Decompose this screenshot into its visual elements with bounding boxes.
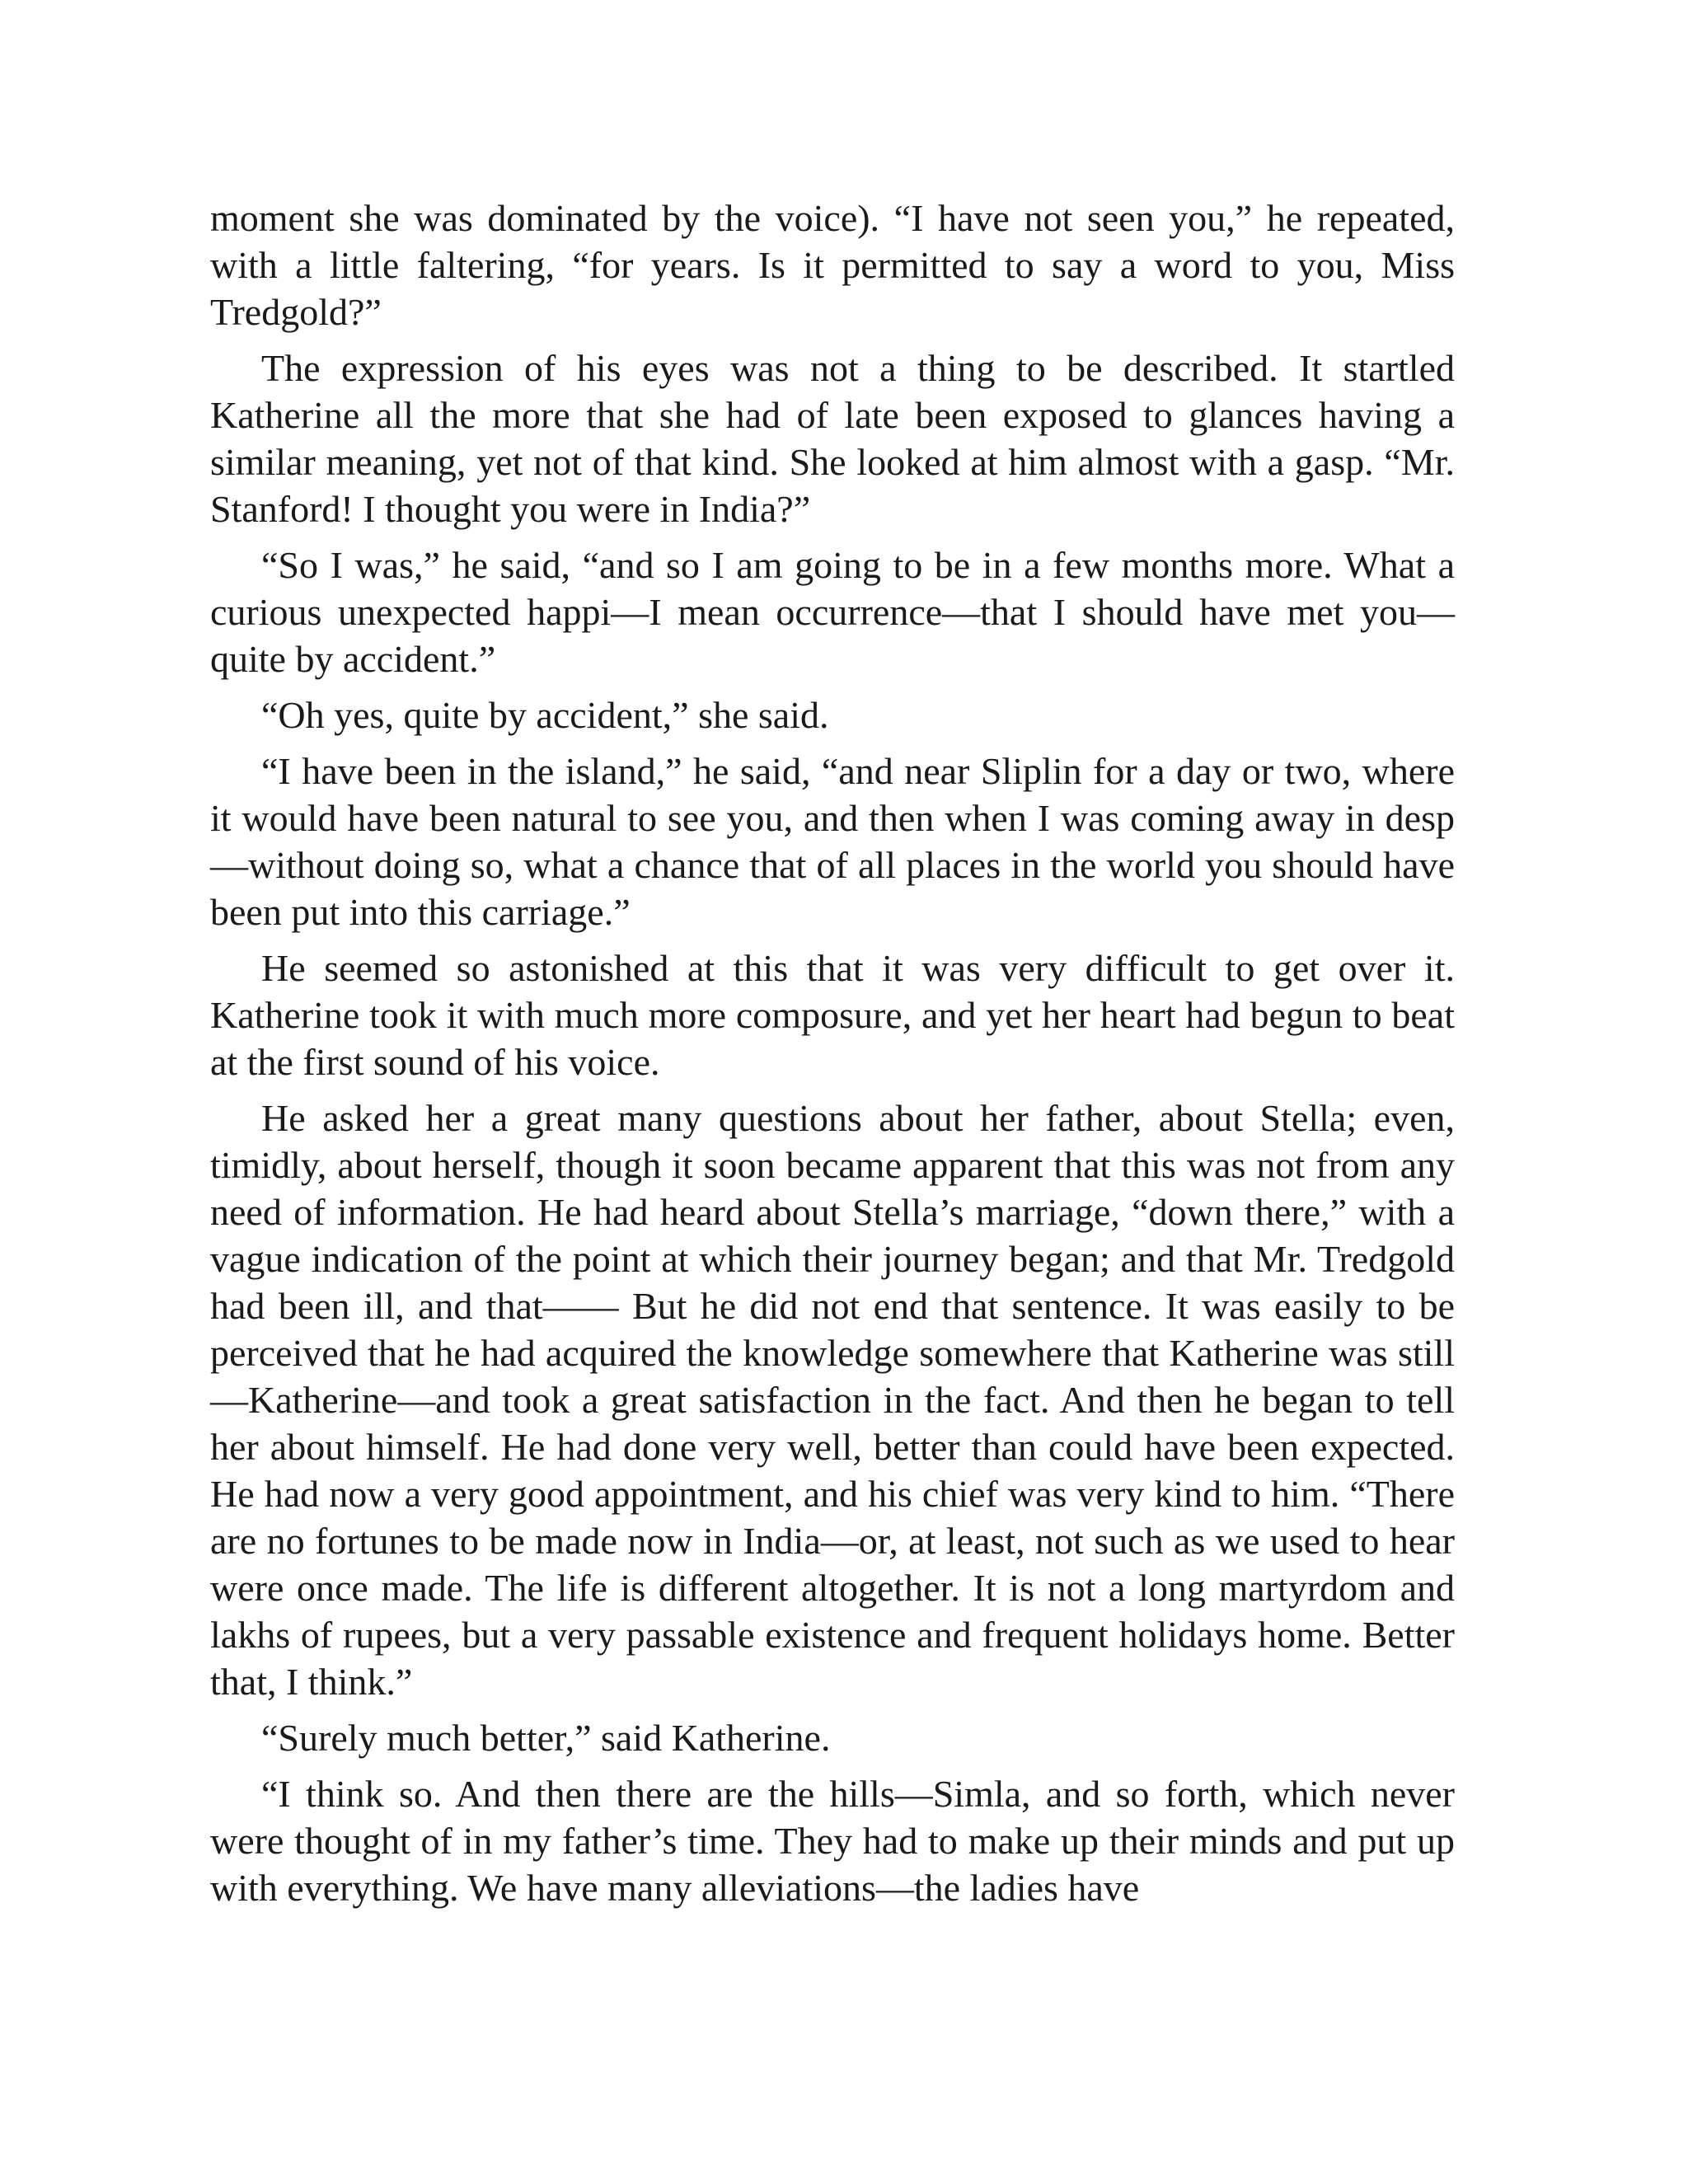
paragraph-1: moment she was dominated by the voice). “I have not seen you,” he repeated, with a little faltering, “for years. Is it permitted to say a word to you, Miss Tredgold?” — [210, 197, 1455, 333]
paragraph-8: “Surely much better,” said Katherine. — [261, 1717, 831, 1759]
paragraph-9: “I think so. And then there are the hills—Simla, and so forth, which never were thought of in my father’s time. They had to make up their minds and put up with everything. We have many alleviations—the ladies have — [210, 1773, 1455, 1909]
paragraph-7: He asked her a great many questions about her father, about Stella; even, timidly, about herself, though it soon became apparent that this was not from any need of information. He had heard about Stella’s marriage, “down there,” with a vague indication of the point at which their journey began; and that Mr. Tredgold had been ill, and that—— But he did not end that sentence. It was easily to be perceived that he had acquired the knowledge somewhere that Katherine was still—Katherine—and took a great satisfaction in the fact. And then he began to tell her about himself. He had done very well, better than could have been expected. He had now a very good appointment, and his chief was very kind to him. “There are no fortunes to be made now in India—or, at least, not such as we used to hear were once made. The life is different altogether. It is not a long martyrdom and lakhs of rupees, but a very passable existence and frequent holidays home. Better that, I think.” — [210, 1097, 1455, 1703]
book-page — [210, 194, 1455, 1920]
paragraph-3: “So I was,” he said, “and so I am going to be in a few months more. What a curious unexpected happi—I mean occurrence—that I should have met you—quite by accident.” — [210, 544, 1455, 680]
paragraph-4: “Oh yes, quite by accident,” she said. — [261, 694, 829, 736]
paragraph-5: “I have been in the island,” he said, “and near Sliplin for a day or two, where it would have been natural to see you, and then when I was coming away in desp—without doing so, what a chance that of all places in the world you should have been put into this carriage.” — [210, 750, 1455, 933]
paragraph-6: He seemed so astonished at this that it was very difficult to get over it. Katherine took it with much more composure, and yet her heart had begun to beat at the first sound of his voice. — [210, 947, 1455, 1083]
paragraph-2: The expression of his eyes was not a thing to be described. It startled Katherine all the more that she had of late been exposed to glances having a similar meaning, yet not of that kind. She looked at him almost with a gasp. “Mr. Stanford! I thought you were in India?” — [210, 347, 1455, 530]
